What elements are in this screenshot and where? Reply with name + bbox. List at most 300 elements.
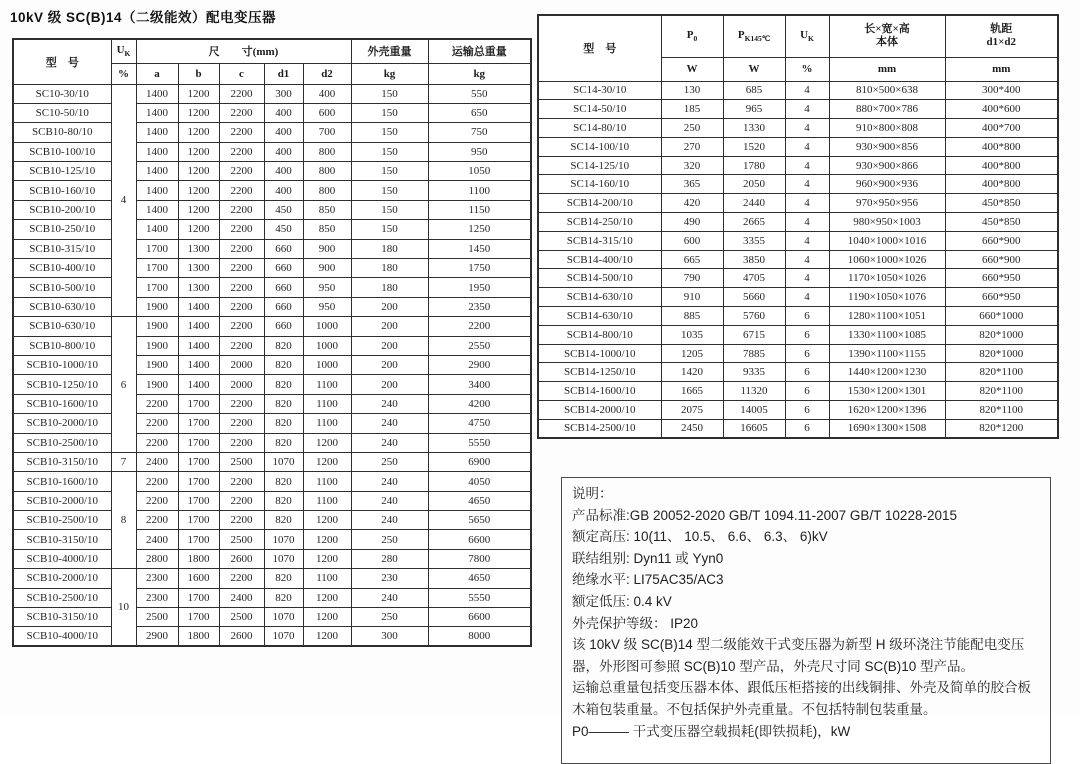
value-cell: 820 [264, 336, 303, 355]
notes-box [561, 477, 1051, 764]
value-cell: 2200 [219, 103, 264, 122]
value-cell: 820 [264, 414, 303, 433]
value-cell: 1900 [136, 375, 178, 394]
col-header-dim-c: c [219, 63, 264, 84]
value-cell: 1000 [303, 355, 351, 374]
model-cell: SC10-30/10 [13, 84, 111, 103]
value-cell: 6 [785, 363, 829, 382]
value-cell: 2050 [723, 175, 785, 194]
value-cell: 2550 [428, 336, 531, 355]
left-table-row [13, 220, 531, 239]
value-cell: 240 [351, 491, 428, 510]
value-cell: 2200 [136, 394, 178, 413]
value-cell: 1070 [264, 627, 303, 646]
left-table-row [13, 259, 531, 278]
value-cell: 1250 [428, 220, 531, 239]
value-cell: 400 [264, 142, 303, 161]
dims-line2: 本体 [876, 36, 898, 49]
value-cell: 820 [264, 375, 303, 394]
col-header-uk-unit: % [111, 63, 136, 84]
value-cell: 4650 [428, 569, 531, 588]
value-cell: 150 [351, 181, 428, 200]
right-spec-table [537, 14, 1059, 439]
value-cell: 1200 [303, 452, 351, 471]
value-cell: 4 [785, 194, 829, 213]
value-cell: 280 [351, 549, 428, 568]
value-cell: 820*1000 [945, 344, 1058, 363]
model-cell: SCB14-200/10 [538, 194, 661, 213]
value-cell: 1040×1000×1016 [829, 231, 945, 250]
value-cell: 810×500×638 [829, 81, 945, 100]
value-cell: 450*850 [945, 213, 1058, 232]
right-table-row [538, 250, 1058, 269]
left-table-row [13, 162, 531, 181]
col-header-dims-unit: mm [829, 57, 945, 81]
value-cell: 2200 [219, 162, 264, 181]
value-cell: 1700 [178, 588, 219, 607]
value-cell: 1200 [178, 103, 219, 122]
model-cell: SC14-30/10 [538, 81, 661, 100]
value-cell: 1700 [178, 472, 219, 491]
left-table-row [13, 569, 531, 588]
right-table-row [538, 344, 1058, 363]
value-cell: 1750 [428, 259, 531, 278]
value-cell: 2200 [219, 259, 264, 278]
left-table-row [13, 84, 531, 103]
value-cell: 2900 [428, 355, 531, 374]
value-cell: 820*1000 [945, 325, 1058, 344]
model-cell: SCB10-1600/10 [13, 394, 111, 413]
value-cell: 2500 [219, 530, 264, 549]
note-line: 额定高压: 10(11、 10.5、 6.6、 6.3、 6)kV [572, 529, 828, 545]
left-table-row [13, 588, 531, 607]
value-cell: 4 [785, 156, 829, 175]
value-cell: 1400 [178, 297, 219, 316]
left-table-row [13, 627, 531, 646]
left-table-row [13, 297, 531, 316]
model-cell: SCB10-200/10 [13, 200, 111, 219]
note-line: 运输总重量包括变压器本体、跟低压柜搭接的出线铜排、外壳及简单的胶合板木箱包装重量。不包括保护外壳重量。不包括特制包装重量。 [572, 680, 1031, 717]
right-table-row [538, 81, 1058, 100]
right-table-row [538, 194, 1058, 213]
value-cell: 2200 [219, 317, 264, 336]
value-cell: 240 [351, 433, 428, 452]
model-cell: SCB10-3150/10 [13, 452, 111, 471]
value-cell: 1800 [178, 627, 219, 646]
value-cell: 1700 [178, 433, 219, 452]
value-cell: 1900 [136, 355, 178, 374]
pk-subscript: K145℃ [744, 34, 771, 44]
value-cell: 185 [661, 100, 723, 119]
value-cell: 1300 [178, 259, 219, 278]
value-cell: 150 [351, 103, 428, 122]
value-cell: 950 [303, 297, 351, 316]
value-cell: 2500 [136, 608, 178, 627]
value-cell: 660*950 [945, 269, 1058, 288]
col-header-uk-unit: % [785, 57, 829, 81]
value-cell: 400*700 [945, 119, 1058, 138]
value-cell: 4 [785, 269, 829, 288]
value-cell: 3400 [428, 375, 531, 394]
value-cell: 930×900×856 [829, 137, 945, 156]
value-cell: 660*900 [945, 231, 1058, 250]
value-cell: 800 [303, 142, 351, 161]
value-cell: 3355 [723, 231, 785, 250]
value-cell: 660*950 [945, 288, 1058, 307]
left-table-row [13, 608, 531, 627]
value-cell: 400 [264, 162, 303, 181]
col-header-uk [785, 15, 829, 57]
left-table-row [13, 433, 531, 452]
value-cell: 1420 [661, 363, 723, 382]
value-cell: 600 [303, 103, 351, 122]
value-cell: 4 [785, 213, 829, 232]
value-cell: 1400 [178, 375, 219, 394]
model-cell: SCB10-2500/10 [13, 588, 111, 607]
value-cell: 4 [785, 119, 829, 138]
right-table-row [538, 156, 1058, 175]
left-table-row [13, 142, 531, 161]
value-cell: 4650 [428, 491, 531, 510]
model-cell: SCB14-1000/10 [538, 344, 661, 363]
value-cell: 4200 [428, 394, 531, 413]
value-cell: 420 [661, 194, 723, 213]
col-header-transport-unit: kg [428, 63, 531, 84]
value-cell: 1200 [303, 627, 351, 646]
left-spec-table [12, 38, 532, 647]
value-cell: 1200 [303, 549, 351, 568]
value-cell: 685 [723, 81, 785, 100]
value-cell: 2200 [219, 142, 264, 161]
value-cell: 5650 [428, 511, 531, 530]
col-header-dim-d1: d1 [264, 63, 303, 84]
value-cell: 14005 [723, 401, 785, 420]
value-cell: 2000 [219, 375, 264, 394]
value-cell: 2200 [219, 278, 264, 297]
value-cell: 1200 [303, 588, 351, 607]
value-cell: 240 [351, 414, 428, 433]
model-cell: SC14-160/10 [538, 175, 661, 194]
value-cell: 4 [785, 175, 829, 194]
left-table-row [13, 511, 531, 530]
value-cell: 2200 [219, 200, 264, 219]
value-cell: 1100 [303, 569, 351, 588]
value-cell: 900 [303, 239, 351, 258]
left-table-row [13, 375, 531, 394]
value-cell: 6 [785, 419, 829, 438]
value-cell: 1070 [264, 549, 303, 568]
left-table-row [13, 491, 531, 510]
model-cell: SCB10-630/10 [13, 297, 111, 316]
col-header-pk145 [723, 15, 785, 57]
value-cell: 2200 [219, 569, 264, 588]
value-cell: 1200 [178, 123, 219, 142]
col-header-shell-weight: 外壳重量 [351, 39, 428, 63]
value-cell: 1200 [303, 608, 351, 627]
right-table-row [538, 325, 1058, 344]
value-cell: 4 [785, 231, 829, 250]
value-cell: 1400 [136, 123, 178, 142]
value-cell: 1950 [428, 278, 531, 297]
value-cell: 2200 [219, 220, 264, 239]
right-table-row [538, 419, 1058, 438]
value-cell: 300 [264, 84, 303, 103]
value-cell: 1700 [178, 608, 219, 627]
value-cell: 16605 [723, 419, 785, 438]
value-cell: 1070 [264, 608, 303, 627]
note-line: 该 10kV 级 SC(B)14 型二级能效干式变压器为新型 H 级环浇注节能配电变压器，外形图可参照 SC(B)10 型产品，外壳尺寸同 SC(B)10 型产品。 [572, 637, 1025, 674]
value-cell: 400*800 [945, 137, 1058, 156]
value-cell: 4050 [428, 472, 531, 491]
value-cell: 1205 [661, 344, 723, 363]
dims-line1: 长×宽×高 [864, 22, 910, 35]
value-cell: 1200 [178, 200, 219, 219]
value-cell: 820 [264, 491, 303, 510]
value-cell: 2000 [219, 355, 264, 374]
model-cell: SC14-80/10 [538, 119, 661, 138]
col-header-p0 [661, 15, 723, 57]
value-cell: 400*800 [945, 175, 1058, 194]
value-cell: 2400 [136, 530, 178, 549]
value-cell: 1700 [136, 239, 178, 258]
value-cell: 1400 [136, 84, 178, 103]
value-cell: 6 [785, 344, 829, 363]
pk-label: P [737, 29, 745, 42]
value-cell: 2440 [723, 194, 785, 213]
value-cell: 4 [785, 137, 829, 156]
gauge-line2: d1×d2 [986, 36, 1016, 49]
uk-label: U [116, 44, 125, 57]
value-cell: 820 [264, 433, 303, 452]
value-cell: 2200 [219, 123, 264, 142]
value-cell: 660 [264, 278, 303, 297]
value-cell: 960×900×936 [829, 175, 945, 194]
value-cell: 1665 [661, 382, 723, 401]
value-cell: 2200 [219, 239, 264, 258]
value-cell: 1070 [264, 452, 303, 471]
right-table-row [538, 363, 1058, 382]
value-cell: 2200 [219, 297, 264, 316]
p0-label: P [686, 29, 694, 42]
left-table-row [13, 549, 531, 568]
model-cell: SCB10-2000/10 [13, 491, 111, 510]
value-cell: 2200 [219, 414, 264, 433]
left-table-row [13, 278, 531, 297]
value-cell: 1700 [136, 278, 178, 297]
value-cell: 2200 [219, 472, 264, 491]
value-cell: 4750 [428, 414, 531, 433]
note-line: 额定低压: 0.4 kV [572, 593, 672, 609]
value-cell: 5550 [428, 588, 531, 607]
value-cell: 5660 [723, 288, 785, 307]
left-table-row [13, 355, 531, 374]
value-cell: 490 [661, 213, 723, 232]
model-cell: SCB10-1250/10 [13, 375, 111, 394]
value-cell: 790 [661, 269, 723, 288]
value-cell: 150 [351, 84, 428, 103]
right-table-row [538, 100, 1058, 119]
value-cell: 2200 [136, 511, 178, 530]
value-cell: 1060×1000×1026 [829, 250, 945, 269]
value-cell: 450 [264, 200, 303, 219]
value-cell: 2500 [219, 608, 264, 627]
model-cell: SCB10-2500/10 [13, 433, 111, 452]
value-cell: 660*900 [945, 250, 1058, 269]
page-title: 10kV 级 SC(B)14（二级能效）配电变压器 [10, 10, 277, 25]
value-cell: 1440×1200×1230 [829, 363, 945, 382]
model-cell: SC10-50/10 [13, 103, 111, 122]
value-cell: 1700 [178, 394, 219, 413]
value-cell: 1100 [303, 414, 351, 433]
value-cell: 2200 [428, 317, 531, 336]
value-cell: 250 [351, 530, 428, 549]
value-cell: 300*400 [945, 81, 1058, 100]
col-header-transport-weight: 运输总重量 [428, 39, 531, 63]
value-cell: 1600 [178, 569, 219, 588]
value-cell: 1190×1050×1076 [829, 288, 945, 307]
value-cell: 820 [264, 569, 303, 588]
value-cell: 150 [351, 123, 428, 142]
value-cell: 1700 [178, 452, 219, 471]
value-cell: 1520 [723, 137, 785, 156]
model-cell: SCB10-3150/10 [13, 530, 111, 549]
model-cell: SCB14-400/10 [538, 250, 661, 269]
model-cell: SCB14-1250/10 [538, 363, 661, 382]
p0-subscript: 0 [693, 34, 698, 44]
value-cell: 6900 [428, 452, 531, 471]
uk-label: U [800, 29, 809, 42]
model-cell: SCB14-2000/10 [538, 401, 661, 420]
value-cell: 1400 [136, 142, 178, 161]
value-cell: 8000 [428, 627, 531, 646]
value-cell: 1620×1200×1396 [829, 401, 945, 420]
uk-group-cell: 10 [111, 569, 136, 647]
value-cell: 1900 [136, 317, 178, 336]
model-cell: SCB10-2000/10 [13, 569, 111, 588]
value-cell: 1530×1200×1301 [829, 382, 945, 401]
value-cell: 250 [661, 119, 723, 138]
model-cell: SCB10-2000/10 [13, 414, 111, 433]
value-cell: 6 [785, 382, 829, 401]
value-cell: 660 [264, 297, 303, 316]
value-cell: 820*1100 [945, 382, 1058, 401]
right-table-body [538, 81, 1058, 438]
value-cell: 2300 [136, 569, 178, 588]
value-cell: 9335 [723, 363, 785, 382]
right-table-row [538, 401, 1058, 420]
right-table-row [538, 231, 1058, 250]
value-cell: 2800 [136, 549, 178, 568]
right-table-row [538, 175, 1058, 194]
model-cell: SC14-125/10 [538, 156, 661, 175]
note-line: 绝缘水平: LI75AC35/AC3 [572, 572, 724, 588]
value-cell: 2200 [136, 491, 178, 510]
value-cell: 1035 [661, 325, 723, 344]
value-cell: 2350 [428, 297, 531, 316]
value-cell: 1700 [178, 530, 219, 549]
value-cell: 1400 [136, 181, 178, 200]
value-cell: 1400 [178, 317, 219, 336]
value-cell: 1200 [178, 142, 219, 161]
value-cell: 2500 [219, 452, 264, 471]
value-cell: 6 [785, 325, 829, 344]
value-cell: 1300 [178, 278, 219, 297]
right-table-row [538, 382, 1058, 401]
value-cell: 240 [351, 472, 428, 491]
model-cell: SCB10-125/10 [13, 162, 111, 181]
value-cell: 250 [351, 452, 428, 471]
value-cell: 1900 [136, 336, 178, 355]
value-cell: 2900 [136, 627, 178, 646]
value-cell: 880×700×786 [829, 100, 945, 119]
value-cell: 240 [351, 511, 428, 530]
model-cell: SCB10-400/10 [13, 259, 111, 278]
model-cell: SCB14-1600/10 [538, 382, 661, 401]
value-cell: 750 [428, 123, 531, 142]
col-header-dimensions: 尺 寸(mm) [136, 39, 351, 63]
right-table-row [538, 307, 1058, 326]
value-cell: 200 [351, 297, 428, 316]
note-line: 联结组别: Dyn11 或 Yyn0 [572, 550, 724, 566]
value-cell: 660*1000 [945, 307, 1058, 326]
value-cell: 6715 [723, 325, 785, 344]
value-cell: 4 [785, 250, 829, 269]
value-cell: 7800 [428, 549, 531, 568]
right-header-row-1 [538, 15, 1058, 57]
value-cell: 180 [351, 278, 428, 297]
value-cell: 400*800 [945, 156, 1058, 175]
col-header-p0-unit: W [661, 57, 723, 81]
uk-group-cell: 4 [111, 84, 136, 317]
model-cell: SCB10-4000/10 [13, 549, 111, 568]
value-cell: 250 [351, 608, 428, 627]
value-cell: 400 [264, 103, 303, 122]
model-cell: SCB10-80/10 [13, 123, 111, 142]
value-cell: 1780 [723, 156, 785, 175]
note-line: 外壳保护等级： IP20 [572, 615, 699, 631]
value-cell: 970×950×956 [829, 194, 945, 213]
model-cell: SCB10-250/10 [13, 220, 111, 239]
right-table-row [538, 213, 1058, 232]
value-cell: 1150 [428, 200, 531, 219]
value-cell: 2200 [136, 472, 178, 491]
value-cell: 950 [303, 278, 351, 297]
uk-subscript: K [808, 34, 814, 44]
value-cell: 1200 [178, 181, 219, 200]
value-cell: 150 [351, 162, 428, 181]
value-cell: 1690×1300×1508 [829, 419, 945, 438]
value-cell: 180 [351, 239, 428, 258]
value-cell: 820*1100 [945, 363, 1058, 382]
model-cell: SCB10-315/10 [13, 239, 111, 258]
left-table-row [13, 123, 531, 142]
left-table-row [13, 414, 531, 433]
model-cell: SCB10-100/10 [13, 142, 111, 161]
value-cell: 4 [785, 100, 829, 119]
value-cell: 400 [303, 84, 351, 103]
value-cell: 1200 [178, 84, 219, 103]
value-cell: 850 [303, 200, 351, 219]
col-header-body-dimensions [829, 15, 945, 57]
value-cell: 660 [264, 317, 303, 336]
value-cell: 2450 [661, 419, 723, 438]
value-cell: 650 [428, 103, 531, 122]
model-cell: SC14-100/10 [538, 137, 661, 156]
value-cell: 6600 [428, 608, 531, 627]
model-cell: SCB10-1000/10 [13, 355, 111, 374]
left-table-row [13, 181, 531, 200]
left-table-row [13, 336, 531, 355]
